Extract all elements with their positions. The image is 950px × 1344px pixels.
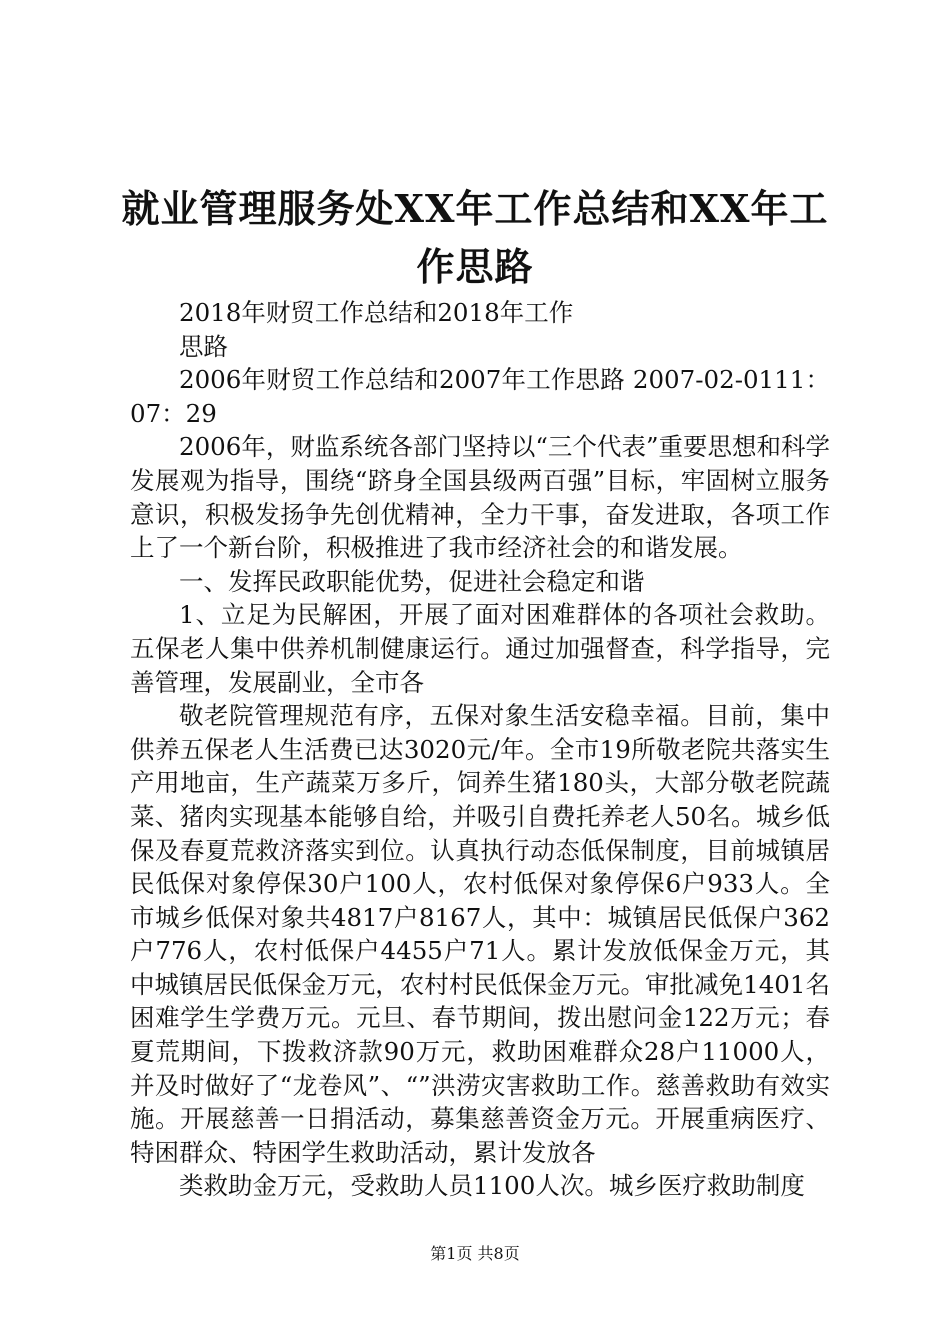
document-title: 就业管理服务处XX年工作总结和XX年工作思路 bbox=[121, 186, 829, 289]
paragraph: 敬老院管理规范有序，五保对象生活安稳幸福。目前，集中供养五保老人生活费已达3020元/年。全市19所敬老院共落实生产用地亩，生产蔬菜万多斤，饲养生猪180头，大部分敬老院蔬菜、猪肉实现基本能够自给，并吸引自费托养老人50名。城乡低保及春夏荒救济落实到位。认真执行动态低保制度，目前城镇居民低保对象停保30户100人，农村低保对象停保6户933人。全市城乡低保对象共4817户8167人，其中：城镇居民低保户362户776人，农村低保户4455户71人。累计发放低保金万元，其中城镇居民低保金万元，农村村民低保金万元。审批减免1401名困难学生学费万元。元旦、春节期间，拨出慰问金122万元；春夏荒期间，下拨救济款90万元，救助困难群众28户11000人，并及时做好了“龙卷风”、“”洪涝灾害救助工作。慈善救助有效实施。开展慈善一日捐活动，募集慈善资金万元。开展重病医疗、特困群众、特困学生救助活动，累计发放各 bbox=[130, 701, 830, 1167]
paragraph: 1、立足为民解困，开展了面对困难群体的各项社会救助。五保老人集中供养机制健康运行。通过加强督查，科学指导，完善管理，发展副业，全市各 bbox=[130, 600, 830, 697]
paragraph: 2006年，财监系统各部门坚持以“三个代表”重要思想和科学发展观为指导，围绕“跻身全国县级两百强”目标，牢固树立服务意识，积极发扬争先创优精神，全力干事，奋发进取，各项工作上了一个新台阶，积极推进了我市经济社会的和谐发展。 bbox=[130, 432, 830, 563]
paragraph: 思路 bbox=[179, 331, 228, 361]
section-heading: 一、发挥民政职能优势，促进社会稳定和谐 bbox=[179, 566, 645, 596]
paragraph: 2006年财贸工作总结和2007年工作思路 2007-02-0111：07：29 bbox=[130, 365, 830, 428]
paragraph: 2018年财贸工作总结和2018年工作 bbox=[179, 298, 574, 327]
document-body bbox=[130, 296, 830, 1203]
paragraph: 类救助金万元，受救助人员1100人次。城乡医疗救助制度 bbox=[179, 1171, 805, 1201]
page-number-footer: 第1页 共8页 bbox=[430, 1244, 520, 1263]
